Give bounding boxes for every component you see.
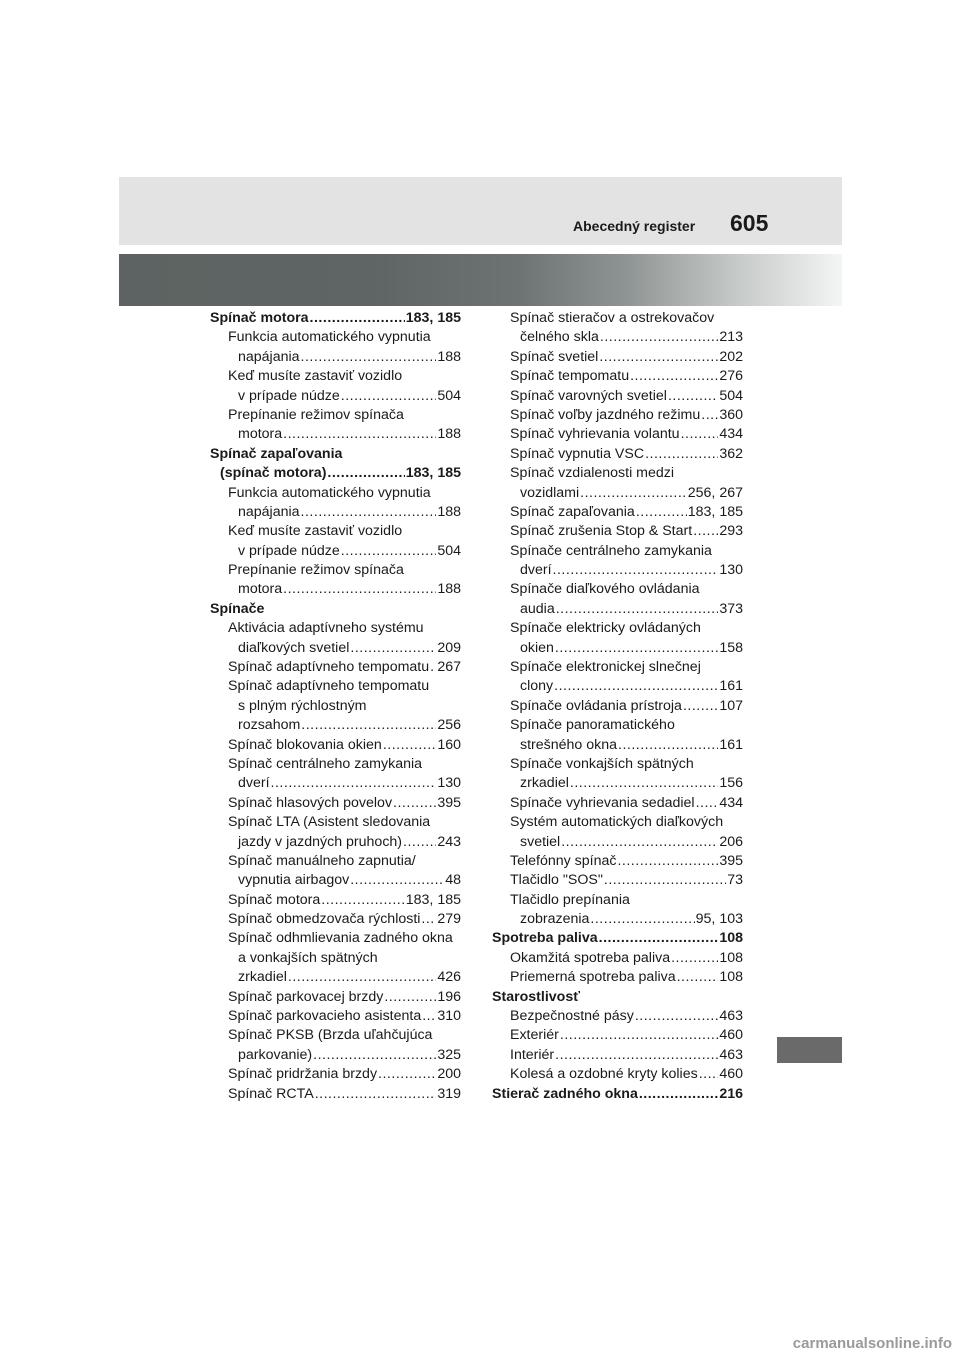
dot-leader bbox=[604, 871, 726, 890]
index-entry-text: Funkcia automatického vypnutia bbox=[228, 329, 431, 346]
index-entry bbox=[210, 561, 461, 580]
dot-leader bbox=[630, 367, 718, 386]
index-entry bbox=[492, 833, 743, 852]
section-tab bbox=[777, 1037, 842, 1063]
dot-leader bbox=[313, 1046, 436, 1065]
index-entry-pages: 319 bbox=[437, 1085, 461, 1102]
index-entry bbox=[210, 697, 461, 716]
index-entry bbox=[210, 503, 461, 522]
index-entry bbox=[210, 445, 461, 464]
index-entry bbox=[210, 522, 461, 541]
index-entry-text: Spínače vonkajších spätných bbox=[510, 755, 694, 772]
dot-leader bbox=[350, 639, 436, 658]
index-entry bbox=[210, 367, 461, 386]
index-entry bbox=[210, 406, 461, 425]
index-entry bbox=[210, 1007, 461, 1026]
index-entry bbox=[492, 1065, 743, 1084]
index-entry-text: Spínač hlasových povelov bbox=[228, 794, 393, 811]
index-entry-pages: 463 bbox=[719, 1046, 743, 1063]
dot-leader bbox=[683, 697, 718, 716]
index-entry bbox=[492, 484, 743, 503]
index-entry-pages: 161 bbox=[719, 736, 743, 753]
dot-leader bbox=[554, 677, 718, 696]
index-entry bbox=[492, 639, 743, 658]
index-entry bbox=[492, 910, 743, 929]
dot-leader bbox=[378, 1065, 436, 1084]
index-entry-text: Spínač motora bbox=[228, 891, 321, 908]
index-entry-text: Tlačidlo prepínania bbox=[510, 891, 630, 908]
index-entry-text: Spínače elektricky ovládaných bbox=[510, 620, 701, 637]
index-entry-pages: 463 bbox=[719, 1008, 743, 1025]
index-entry-text: Telefónny spínač bbox=[510, 852, 617, 869]
dot-leader bbox=[560, 1026, 718, 1045]
index-entry-text: Spínače panoramatického bbox=[510, 717, 675, 734]
index-entry bbox=[210, 580, 461, 599]
dot-leader bbox=[383, 736, 437, 755]
index-column-right bbox=[492, 309, 743, 1104]
index-entry-pages: 188 bbox=[437, 581, 461, 598]
index-entry-text: Spínač zrušenia Stop & Start bbox=[510, 523, 693, 540]
index-entry-text: Spínač PKSB (Brzda uľahčujúca bbox=[228, 1027, 433, 1044]
index-entry-pages: 267 bbox=[437, 659, 461, 676]
index-entry-pages: 107 bbox=[719, 697, 743, 714]
index-entry-pages: 130 bbox=[719, 562, 743, 579]
index-entry-pages: 183, 185 bbox=[405, 309, 461, 326]
index-entry bbox=[492, 445, 743, 464]
index-entry-pages: 256 bbox=[437, 717, 461, 734]
dot-leader bbox=[681, 425, 719, 444]
index-entry-text: motora bbox=[238, 426, 283, 443]
index-entry bbox=[492, 542, 743, 561]
index-entry-text: Spínač adaptívneho tempomatu bbox=[228, 678, 430, 695]
index-entry-pages: 360 bbox=[719, 406, 743, 423]
index-entry-text: Spínače diaľkového ovládania bbox=[510, 581, 700, 598]
index-entry bbox=[492, 1026, 743, 1045]
index-entry bbox=[210, 716, 461, 735]
index-entry-text: Spínač voľby jazdného režimu bbox=[510, 406, 701, 423]
index-entry bbox=[210, 425, 461, 444]
index-entry bbox=[492, 522, 743, 541]
index-entry bbox=[210, 1085, 461, 1104]
index-entry-text: Interiér bbox=[510, 1046, 555, 1063]
dot-leader bbox=[639, 1085, 718, 1104]
index-entry-pages: 504 bbox=[719, 387, 743, 404]
index-entry-text: zrkadiel bbox=[520, 775, 569, 792]
dot-leader bbox=[677, 968, 719, 987]
dot-leader bbox=[422, 1007, 436, 1026]
index-entry-pages: 48 bbox=[445, 872, 461, 889]
dot-leader bbox=[271, 774, 437, 793]
index-entry-pages: 426 bbox=[437, 969, 461, 986]
index-entry-text: rozsahom bbox=[238, 717, 301, 734]
index-entry-pages: 188 bbox=[437, 503, 461, 520]
index-entry-text: a vonkajších spätných bbox=[238, 949, 378, 966]
dot-leader bbox=[561, 833, 718, 852]
index-entry-pages: 200 bbox=[437, 1066, 461, 1083]
index-entry bbox=[210, 930, 461, 949]
index-entry-text: napájania bbox=[238, 503, 300, 520]
index-entry bbox=[492, 949, 743, 968]
index-entry-pages: 460 bbox=[719, 1027, 743, 1044]
index-entry bbox=[210, 542, 461, 561]
index-entry-pages: 188 bbox=[437, 426, 461, 443]
dot-leader bbox=[288, 968, 436, 987]
dot-leader bbox=[321, 891, 404, 910]
index-entry bbox=[492, 968, 743, 987]
index-entry-text: clony bbox=[520, 678, 554, 695]
dot-leader bbox=[693, 522, 718, 541]
index-entry-text: svetiel bbox=[520, 833, 561, 850]
index-entry bbox=[492, 464, 743, 483]
index-entry bbox=[210, 1026, 461, 1045]
index-entry-text: Spínač centrálneho zamykania bbox=[228, 755, 423, 772]
index-entry bbox=[210, 1065, 461, 1084]
index-entry bbox=[492, 425, 743, 444]
index-entry-text: dverí bbox=[238, 775, 270, 792]
index-entry-pages: 216 bbox=[719, 1085, 743, 1102]
index-entry bbox=[492, 367, 743, 386]
index-entry-text: Spotreba paliva bbox=[492, 930, 598, 947]
index-entry-text: Keď musíte zastaviť vozidlo bbox=[228, 523, 403, 540]
index-entry-pages: 206 bbox=[719, 833, 743, 850]
dot-leader bbox=[315, 1085, 437, 1104]
dot-leader bbox=[341, 387, 437, 406]
index-entry-text: napájania bbox=[238, 348, 300, 365]
dot-leader bbox=[599, 348, 718, 367]
index-entry-text: Spínač blokovania okien bbox=[228, 736, 382, 753]
index-entry-text: motora bbox=[238, 581, 283, 598]
index-entry-text: Exteriér bbox=[510, 1027, 559, 1044]
index-entry-text: Spínač vzdialenosti medzi bbox=[510, 465, 675, 482]
index-entry bbox=[210, 309, 461, 328]
index-entry-text: Spínač zapaľovania bbox=[510, 503, 635, 520]
index-entry bbox=[210, 658, 461, 677]
index-entry-text: Funkcia automatického vypnutia bbox=[228, 484, 431, 501]
index-entry-text: Spínač odhmlievania zadného okna bbox=[228, 930, 453, 947]
index-entry bbox=[210, 348, 461, 367]
index-entry-pages: 158 bbox=[719, 639, 743, 656]
dot-leader bbox=[599, 929, 719, 948]
index-entry-text: Aktivácia adaptívneho systému bbox=[228, 620, 424, 637]
index-entry bbox=[492, 988, 743, 1007]
dot-leader bbox=[636, 503, 687, 522]
index-entry bbox=[210, 736, 461, 755]
index-column-left bbox=[210, 309, 461, 1104]
dot-leader bbox=[301, 503, 437, 522]
index-entry-pages: 108 bbox=[719, 949, 743, 966]
index-entry-text: Prepínanie režimov spínača bbox=[228, 406, 404, 423]
index-entry-text: zrkadiel bbox=[238, 969, 287, 986]
index-entry-pages: 256, 267 bbox=[687, 484, 743, 501]
index-entry-text: čelného skla bbox=[520, 329, 599, 346]
index-entry-text: Prepínanie režimov spínača bbox=[228, 562, 404, 579]
index-entry bbox=[210, 968, 461, 987]
index-entry bbox=[492, 716, 743, 735]
index-entry-text: audia bbox=[520, 600, 555, 617]
index-entry-pages: 183, 185 bbox=[405, 891, 461, 908]
dot-leader bbox=[699, 1065, 719, 1084]
index-entry-pages: 243 bbox=[437, 833, 461, 850]
index-entry-pages: 130 bbox=[437, 775, 461, 792]
index-entry-pages: 434 bbox=[719, 794, 743, 811]
index-entry bbox=[492, 406, 743, 425]
index-entry-pages: 504 bbox=[437, 542, 461, 559]
index-entry bbox=[210, 755, 461, 774]
index-entry-text: Spínač stieračov a ostrekovačov bbox=[510, 309, 715, 326]
index-entry-pages: 202 bbox=[719, 348, 743, 365]
index-entry bbox=[492, 658, 743, 677]
index-entry-text: Spínače vyhrievania sedadiel bbox=[510, 794, 695, 811]
dot-leader bbox=[283, 580, 436, 599]
index-entry-pages: 108 bbox=[719, 969, 743, 986]
index-entry-pages: 188 bbox=[437, 348, 461, 365]
index-entry-pages: 160 bbox=[437, 736, 461, 753]
dot-leader bbox=[553, 561, 719, 580]
dot-leader bbox=[555, 639, 718, 658]
index-entry-text: Kolesá a ozdobné kryty kolies bbox=[510, 1066, 698, 1083]
index-entry-pages: 209 bbox=[437, 639, 461, 656]
index-entry bbox=[492, 1085, 743, 1104]
index-entry-text: s plným rýchlostným bbox=[238, 697, 367, 714]
dot-leader bbox=[671, 949, 718, 968]
index-entry-text: v prípade núdze bbox=[238, 387, 340, 404]
index-entry-text: Spínač manuálneho zapnutia/ bbox=[228, 852, 416, 869]
index-entry bbox=[492, 619, 743, 638]
index-entry-text: zobrazenia bbox=[520, 911, 590, 928]
dot-leader bbox=[645, 445, 718, 464]
index-entry-text: diaľkových svetiel bbox=[238, 639, 350, 656]
dot-leader bbox=[350, 871, 444, 890]
index-entry bbox=[210, 677, 461, 696]
index-entry bbox=[210, 794, 461, 813]
index-entry-text: dverí bbox=[520, 562, 552, 579]
index-entry bbox=[492, 891, 743, 910]
index-entry-text: Spínač obmedzovača rýchlosti bbox=[228, 911, 421, 928]
watermark-text: carmanualsonline.info bbox=[792, 1335, 952, 1352]
index-entry-pages: 460 bbox=[719, 1066, 743, 1083]
index-entry-pages: 362 bbox=[719, 445, 743, 462]
dot-leader bbox=[384, 988, 436, 1007]
index-entry-text: Spínač motora bbox=[210, 309, 309, 326]
index-entry-text: Tlačidlo "SOS" bbox=[510, 872, 603, 889]
index-entry-text: Spínač svetiel bbox=[510, 348, 599, 365]
index-entry bbox=[492, 309, 743, 328]
index-entry-text: Systém automatických diaľkových bbox=[510, 814, 724, 831]
dot-leader bbox=[430, 658, 436, 677]
index-entry bbox=[492, 1046, 743, 1065]
index-entry bbox=[492, 1007, 743, 1026]
index-entry-text: (spínač motora) bbox=[220, 465, 327, 482]
index-entry-text: strešného okna bbox=[520, 736, 618, 753]
dot-leader bbox=[310, 309, 405, 328]
index-entry-text: Spínače centrálneho zamykania bbox=[510, 542, 712, 559]
index-entry bbox=[210, 871, 461, 890]
dot-leader bbox=[570, 774, 718, 793]
index-entry-text: Spínače ovládania prístroja bbox=[510, 697, 682, 714]
index-entry-pages: 395 bbox=[719, 852, 743, 869]
index-entry bbox=[210, 387, 461, 406]
index-entry-text: Spínač parkovacieho asistenta bbox=[228, 1008, 422, 1025]
index-entry-pages: 293 bbox=[719, 523, 743, 540]
index-entry-text: Okamžitá spotreba paliva bbox=[510, 949, 671, 966]
index-entry bbox=[492, 852, 743, 871]
dot-leader bbox=[617, 852, 718, 871]
index-entry-text: Priemerná spotreba paliva bbox=[510, 969, 676, 986]
dot-leader bbox=[635, 1007, 718, 1026]
index-entry bbox=[210, 639, 461, 658]
dot-leader bbox=[301, 348, 437, 367]
index-entry bbox=[492, 871, 743, 890]
dot-leader bbox=[283, 425, 436, 444]
index-entry bbox=[492, 561, 743, 580]
index-entry-text: Spínače elektronickej slnečnej bbox=[510, 659, 701, 676]
index-entry bbox=[492, 387, 743, 406]
index-entry bbox=[492, 580, 743, 599]
index-entry bbox=[492, 794, 743, 813]
index-entry-pages: 73 bbox=[727, 872, 743, 889]
index-entry bbox=[492, 503, 743, 522]
index-entry-text: Spínač LTA (Asistent sledovania bbox=[228, 814, 431, 831]
index-entry-text: Bezpečnostné pásy bbox=[510, 1008, 634, 1025]
index-entry-text: Stierač zadného okna bbox=[492, 1085, 638, 1102]
index-entry-pages: 183, 185 bbox=[687, 503, 743, 520]
index-entry-text: parkovanie) bbox=[238, 1046, 313, 1063]
index-entry bbox=[210, 949, 461, 968]
index-entry bbox=[210, 774, 461, 793]
index-entry bbox=[210, 328, 461, 347]
index-entry-pages: 108 bbox=[719, 930, 743, 947]
index-entry bbox=[492, 813, 743, 832]
index-entry bbox=[210, 852, 461, 871]
index-entry-pages: 279 bbox=[437, 911, 461, 928]
index-entry-pages: 183, 185 bbox=[405, 465, 461, 482]
index-entry-text: Spínač adaptívneho tempomatu bbox=[228, 659, 430, 676]
index-entry-pages: 310 bbox=[437, 1008, 461, 1025]
index-entry-text: Spínač vyhrievania volantu bbox=[510, 426, 680, 443]
index-entry bbox=[492, 600, 743, 619]
index-entry bbox=[210, 464, 461, 483]
index-entry-pages: 434 bbox=[719, 426, 743, 443]
dot-leader bbox=[555, 1046, 718, 1065]
index-entry bbox=[210, 988, 461, 1007]
dot-leader bbox=[301, 716, 436, 735]
dot-leader bbox=[341, 542, 437, 561]
index-entry-text: Spínač RCTA bbox=[228, 1085, 314, 1102]
index-entry-text: Spínač pridržania brzdy bbox=[228, 1066, 378, 1083]
index-entry bbox=[210, 619, 461, 638]
index-entry-text: v prípade núdze bbox=[238, 542, 340, 559]
index-entry bbox=[210, 910, 461, 929]
page-number: 605 bbox=[730, 210, 769, 236]
index-entry-text: Spínač varovných svetiel bbox=[510, 387, 667, 404]
dot-leader bbox=[600, 328, 718, 347]
index-entry bbox=[210, 600, 461, 619]
index-entry bbox=[210, 833, 461, 852]
index-entry bbox=[492, 348, 743, 367]
index-entry bbox=[210, 1046, 461, 1065]
dot-leader bbox=[327, 464, 404, 483]
index-entry-text: vozidlami bbox=[520, 484, 580, 501]
index-entry bbox=[210, 891, 461, 910]
index-entry-text: Spínač vypnutia VSC bbox=[510, 445, 645, 462]
index-entry-pages: 156 bbox=[719, 775, 743, 792]
index-entry-text: Keď musíte zastaviť vozidlo bbox=[228, 368, 403, 385]
dot-leader bbox=[618, 736, 718, 755]
index-entry-text: Spínač zapaľovania bbox=[210, 445, 343, 462]
index-entry bbox=[492, 736, 743, 755]
index-entry-text: Starostlivosť bbox=[492, 988, 581, 1005]
index-entry bbox=[492, 755, 743, 774]
index-entry-pages: 161 bbox=[719, 678, 743, 695]
index-entry bbox=[210, 813, 461, 832]
index-entry-text: Spínač tempomatu bbox=[510, 368, 630, 385]
index-entry-pages: 213 bbox=[719, 329, 743, 346]
index-entry-pages: 325 bbox=[437, 1046, 461, 1063]
index-entry-pages: 395 bbox=[437, 794, 461, 811]
index-entry bbox=[492, 930, 743, 949]
dot-leader bbox=[590, 910, 694, 929]
dot-leader bbox=[393, 794, 436, 813]
index-entry-text: vypnutia airbagov bbox=[238, 872, 350, 889]
index-entry bbox=[210, 484, 461, 503]
index-entry-pages: 196 bbox=[437, 988, 461, 1005]
index-entry-text: Spínače bbox=[210, 600, 265, 617]
index-entry-text: okien bbox=[520, 639, 554, 656]
gradient-banner bbox=[119, 254, 842, 306]
dot-leader bbox=[580, 484, 687, 503]
index-entry-text: jazdy v jazdných pruhoch) bbox=[238, 833, 403, 850]
index-entry bbox=[492, 677, 743, 696]
index-entry bbox=[492, 328, 743, 347]
index-entry bbox=[492, 774, 743, 793]
index-entry bbox=[492, 697, 743, 716]
index-entry-text: Spínač parkovacej brzdy bbox=[228, 988, 384, 1005]
index-entry-pages: 95, 103 bbox=[695, 911, 743, 928]
index-entry-pages: 276 bbox=[719, 368, 743, 385]
dot-leader bbox=[696, 794, 719, 813]
dot-leader bbox=[421, 910, 436, 929]
index-entry-pages: 504 bbox=[437, 387, 461, 404]
index-entry-pages: 373 bbox=[719, 600, 743, 617]
dot-leader bbox=[668, 387, 718, 406]
dot-leader bbox=[556, 600, 719, 619]
dot-leader bbox=[403, 833, 436, 852]
dot-leader bbox=[701, 406, 718, 425]
section-title: Abecedný register bbox=[573, 218, 696, 234]
